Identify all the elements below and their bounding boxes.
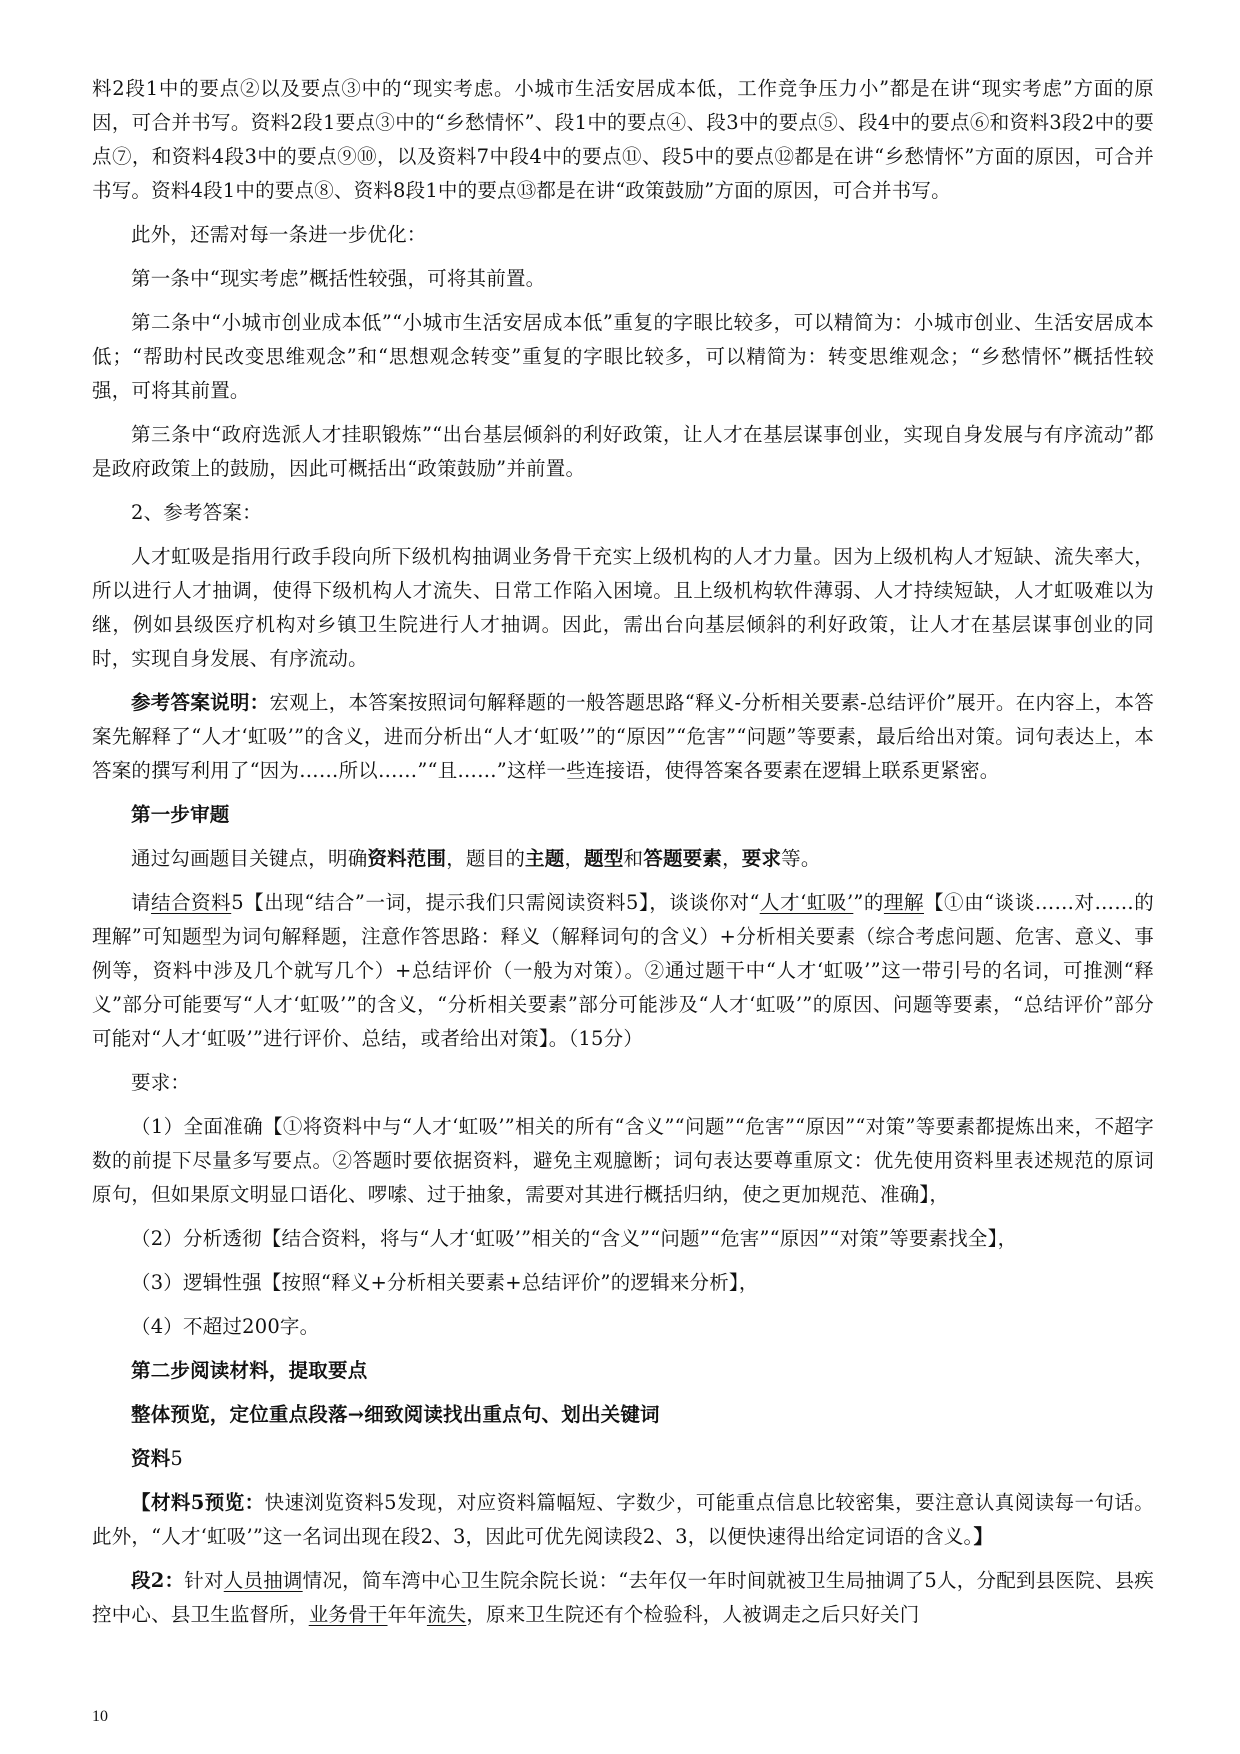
bold-label: 参考答案说明：	[131, 691, 270, 714]
requirement-item: （3）逻辑性强【按照“释义+分析相关要素+总结评价”的逻辑来分析】，	[131, 1271, 759, 1294]
section-heading: 第二步阅读材料，提取要点	[131, 1359, 368, 1382]
requirement-item: （4）不超过200字。	[131, 1315, 320, 1338]
paragraph: 此外，还需对每一条进一步优化：	[131, 223, 427, 246]
paragraph: 第三条中“政府选派人才挂职锻炼”“出台基层倾斜的利好政策，让人才在基层谋事创业，实现自身发展与有序流动”都是政府政策上的鼓励，因此可概括出“政策鼓励”并前置。	[92, 423, 1154, 480]
section-heading: 整体预览，定位重点段落→细致阅读找出重点句、划出关键词	[131, 1403, 660, 1426]
document-body	[92, 72, 1154, 1642]
page-number: 10	[92, 1708, 108, 1725]
material-paragraph: 段2：针对人员抽调情况，简车湾中心卫生院余院长说：“去年仅一年时间就被卫生局抽调了5人，分配到县医院、县疾控中心、县卫生监督所，业务骨干年年流失，原来卫生院还有个检验科，人被调走之后只好关门	[92, 1569, 1155, 1626]
requirement-item: （2）分析透彻【结合资料，将与“人才‘虹吸’”相关的“含义”“问题”“危害”“原因”“对策”等要素找全】，	[131, 1227, 1018, 1250]
paragraph: 要求：	[131, 1071, 191, 1094]
paragraph: 第一条中“现实考虑”概括性较强，可将其前置。	[131, 267, 546, 290]
question-analysis: 请结合资料5【出现“结合”一词，提示我们只需阅读资料5】，谈谈你对“人才‘虹吸’”的理解【①由“谈谈……对……的理解”可知题型为词句解释题，注意作答思路：释义（解释词句的含义）+分析相关要素（综合考虑问题、危害、意义、事例等，资料中涉及几个就写几个）+总结评价（一般为对策）。②通过题干中“人才‘虹吸’”这一带引号的名词，可推测“释义”部分可能要写“人才‘虹吸’”的含义，“分析相关要素”部分可能涉及“人才‘虹吸’”的原因、问题等要素，“总结评价”部分可能对“人才‘虹吸’”进行评价、总结，或者给出对策】。（15分）	[92, 891, 1154, 1050]
material-preview: 【材料5预览：快速浏览资料5发现，对应资料篇幅短、字数少，可能重点信息比较密集，要注意认真阅读每一句话。此外，“人才‘虹吸’”这一名词出现在段2、3，因此可优先阅读段2、3，以便快速得出给定词语的含义。】	[92, 1491, 1154, 1548]
answer-explanation: 参考答案说明：宏观上，本答案按照词句解释题的一般答题思路“释义-分析相关要素-总结评价”展开。在内容上，本答案先解释了“人才‘虹吸’”的含义，进而分析出“人才‘虹吸’”的“原因”“危害”“问题”等要素，最后给出对策。词句表达上，本答案的撰写利用了“因为……所以……”“且……”这样一些连接语，使得答案各要素在逻辑上联系更紧密。	[92, 691, 1154, 782]
paragraph: 2、参考答案：	[131, 501, 262, 524]
requirement-item: （1）全面准确【①将资料中与“人才‘虹吸’”相关的所有“含义”“问题”“危害”“原因”“对策”等要素都提炼出来，不超字数的前提下尽量多写要点。②答题时要依据资料，避免主观臆断；词句表达要尊重原文：优先使用资料里表述规范的原词原句，但如果原文明显口语化、啰嗦、过于抽象，需要对其进行概括归纳，使之更加规范、准确】，	[92, 1115, 1154, 1206]
section-heading: 第一步审题	[131, 803, 230, 826]
paragraph: 通过勾画题目关键点，明确资料范围，题目的主题，题型和答题要素，要求等。	[131, 847, 821, 870]
material-heading: 资料5	[131, 1447, 184, 1470]
reference-answer: 人才虹吸是指用行政手段向所下级机构抽调业务骨干充实上级机构的人才力量。因为上级机构人才短缺、流失率大，所以进行人才抽调，使得下级机构人才流失、日常工作陷入困境。且上级机构软件薄弱、人才持续短缺，人才虹吸难以为继，例如县级医疗机构对乡镇卫生院进行人才抽调。因此，需出台向基层倾斜的利好政策，让人才在基层谋事创业的同时，实现自身发展、有序流动。	[92, 545, 1154, 670]
paragraph: 料2段1中的要点②以及要点③中的“现实考虑。小城市生活安居成本低，工作竞争压力小”都是在讲“现实考虑”方面的原因，可合并书写。资料2段1要点③中的“乡愁情怀”、段1中的要点④、段3中的要点⑤、段4中的要点⑥和资料3段2中的要点⑦，和资料4段3中的要点⑨⑩，以及资料7中段4中的要点⑪、段5中的要点⑫都是在讲“乡愁情怀”方面的原因，可合并书写。资料4段1中的要点⑧、资料8段1中的要点⑬都是在讲“政策鼓励”方面的原因，可合并书写。	[92, 77, 1154, 202]
paragraph: 第二条中“小城市创业成本低”“小城市生活安居成本低”重复的字眼比较多，可以精简为：小城市创业、生活安居成本低；“帮助村民改变思维观念”和“思想观念转变”重复的字眼比较多，可以精简为：转变思维观念；“乡愁情怀”概括性较强，可将其前置。	[92, 311, 1154, 402]
